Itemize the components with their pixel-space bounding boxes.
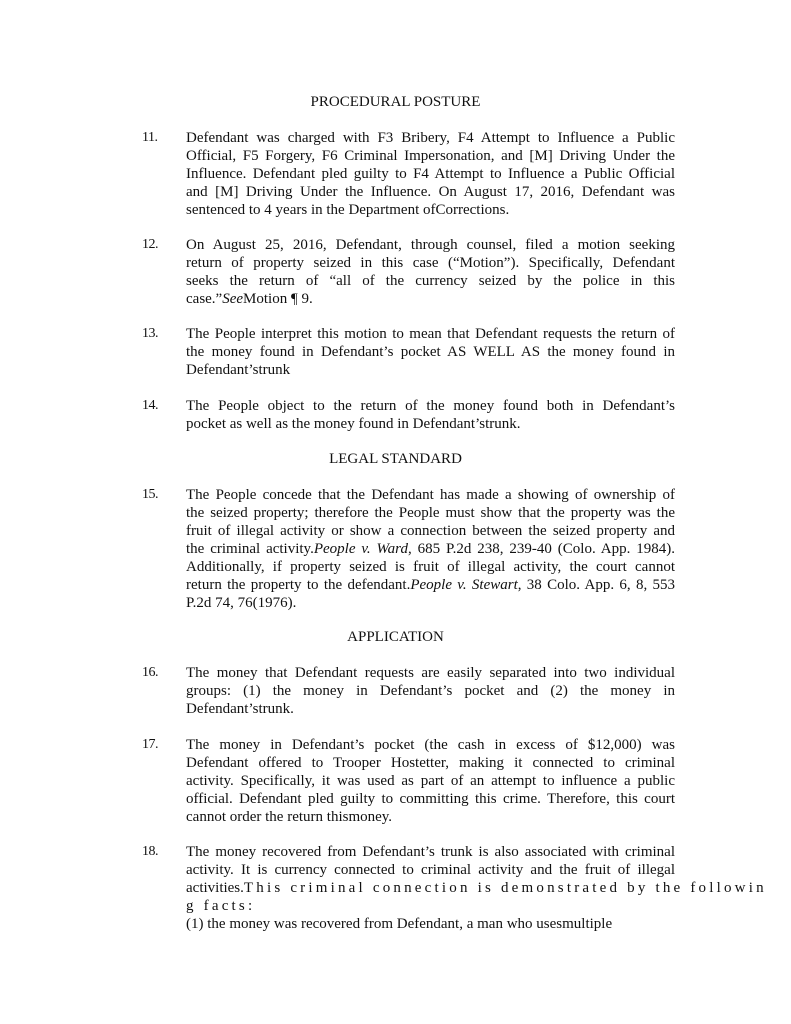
text-line: official. Defendant pled guilty to committing this crime. Therefore, this court xyxy=(186,791,675,807)
text-line xyxy=(186,576,675,594)
text-line: Official, F5 Forgery, F6 Criminal Impersonation, and [M] Driving Under the xyxy=(186,148,675,164)
text-line: fruit of illegal activity or show a connection between the seized property and xyxy=(186,523,675,539)
text-line: Defendant’strunk. xyxy=(186,701,294,717)
paragraph-17 xyxy=(142,736,675,826)
paragraph-number: 13. xyxy=(142,326,158,341)
paragraph-13 xyxy=(142,325,675,379)
citation-signal: See xyxy=(222,291,244,307)
text-line: sentenced to 4 years in the Department ofCorrections. xyxy=(186,202,510,218)
text-line: The People concede that the Defendant has made a showing of ownership of xyxy=(186,487,675,503)
text-run: , 685 P.2d 238, 239-40 (Colo. App. 1984). xyxy=(407,541,675,557)
text-run: Motion ¶ 9. xyxy=(243,291,313,307)
paragraph-number: 14. xyxy=(142,398,158,413)
text-line xyxy=(186,290,675,308)
case-citation: People v. Ward xyxy=(313,541,408,557)
text-line: cannot order the return thismoney. xyxy=(186,809,393,825)
text-run: return the property to the defendant. xyxy=(186,577,411,593)
text-line: Defendant offered to Trooper Hostetter, making it connected to criminal xyxy=(186,755,675,771)
text-run: , 38 Colo. App. 6, 8, 553 xyxy=(517,577,675,593)
text-line: and [M] Driving Under the Influence. On August 17, 2016, Defendant was xyxy=(186,184,675,200)
paragraph-18 xyxy=(142,843,767,933)
text-line xyxy=(186,540,675,558)
paragraph-16 xyxy=(142,664,675,718)
text-line: The money recovered from Defendant’s trunk is also associated with criminal xyxy=(186,844,675,860)
text-line: P.2d 74, 76(1976). xyxy=(186,595,297,611)
text-line: return of property seized in this case (“Motion”). Specifically, Defendant xyxy=(186,255,675,271)
paragraph-number: 15. xyxy=(142,487,158,502)
text-line: Additionally, if property seized is fruit of illegal activity, the court cannot xyxy=(186,559,675,575)
text-line: The People interpret this motion to mean that Defendant requests the return of xyxy=(186,326,675,342)
text-run-spaced: This criminal connection is demonstrated by the followin xyxy=(243,880,767,896)
text-line: activity. Specifically, it was used as part of an attempt to influence a public xyxy=(186,773,675,789)
paragraph-14 xyxy=(142,397,675,433)
paragraph-number: 17. xyxy=(142,737,158,752)
text-line: The money that Defendant requests are easily separated into two individual xyxy=(186,665,675,681)
text-run: activities. xyxy=(186,880,244,896)
paragraph-number: 18. xyxy=(142,844,158,859)
heading-procedural-posture: PROCEDURAL POSTURE xyxy=(310,94,481,110)
text-line: The People object to the return of the money found both in Defendant’s xyxy=(186,398,675,414)
text-line: Defendant was charged with F3 Bribery, F4 Attempt to Influence a Public xyxy=(186,130,675,146)
paragraph-number: 12. xyxy=(142,237,158,252)
paragraph-11 xyxy=(142,129,675,219)
heading-application: APPLICATION xyxy=(347,629,444,645)
case-citation: People v. Stewart xyxy=(410,577,518,593)
paragraph-15 xyxy=(142,486,675,612)
heading-legal-standard: LEGAL STANDARD xyxy=(329,451,462,467)
text-line: (1) the money was recovered from Defendant, a man who usesmultiple xyxy=(186,916,613,932)
text-run: the criminal activity. xyxy=(186,541,314,557)
text-line: Defendant’strunk xyxy=(186,362,291,378)
text-line: seeks the return of “all of the currency seized by the police in this xyxy=(186,273,675,289)
text-line: pocket as well as the money found in Defendant’strunk. xyxy=(186,416,521,432)
text-line: groups: (1) the money in Defendant’s pocket and (2) the money in xyxy=(186,683,675,699)
text-run-spaced: g facts: xyxy=(186,898,256,914)
text-run: case.” xyxy=(186,291,223,307)
text-line: Influence. Defendant pled guilty to F4 Attempt to Influence a Public Official xyxy=(186,166,675,182)
paragraph-number: 16. xyxy=(142,665,158,680)
paragraph-number: 11. xyxy=(142,130,158,145)
text-line: the seized property; therefore the People must show that the property was the xyxy=(186,505,675,521)
text-line xyxy=(186,879,767,897)
text-line: The money in Defendant’s pocket (the cash in excess of $12,000) was xyxy=(186,737,675,753)
text-line: the money found in Defendant’s pocket AS WELL AS the money found in xyxy=(186,344,675,360)
paragraph-12 xyxy=(142,236,675,308)
text-line: On August 25, 2016, Defendant, through counsel, filed a motion seeking xyxy=(186,237,675,253)
text-line: activity. It is currency connected to criminal activity and the fruit of illegal xyxy=(186,862,675,878)
text-line xyxy=(186,897,675,915)
